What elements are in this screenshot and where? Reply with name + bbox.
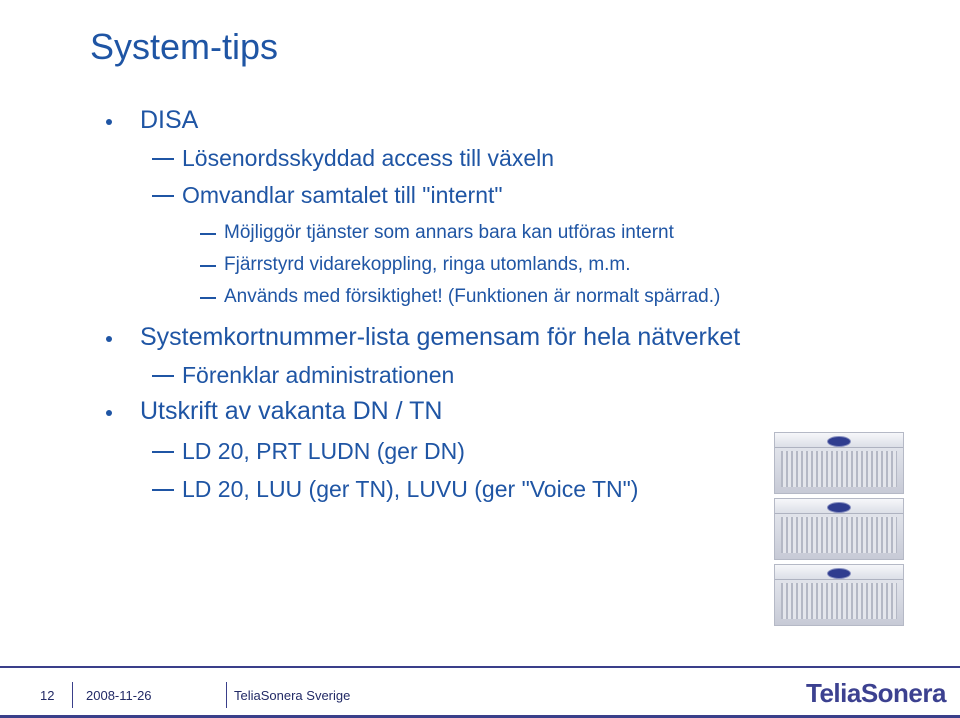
bullet-item: Lösenordsskyddad access till växeln — [182, 145, 555, 171]
server-vents — [781, 451, 897, 487]
bullet-item: Systemkortnummer-lista gemensam för hela nätverket — [140, 323, 741, 351]
server-badge-icon — [827, 502, 851, 513]
dash-marker — [152, 375, 174, 377]
bullet-item: Möjliggör tjänster som annars bara kan utföras internt — [224, 222, 674, 243]
bullet-item: Omvandlar samtalet till "internt" — [182, 182, 503, 208]
bullet-marker — [106, 119, 112, 125]
server-badge-icon — [827, 568, 851, 579]
footer-company: TeliaSonera Sverige — [234, 688, 351, 703]
server-unit — [774, 432, 904, 494]
footer-separator — [226, 682, 227, 708]
bullet-item: Fjärrstyrd vidarekoppling, ringa utomlands, m.m. — [224, 254, 631, 275]
dash-marker — [200, 297, 216, 299]
bullet-item: LD 20, LUU (ger TN), LUVU (ger "Voice TN") — [182, 476, 639, 502]
server-unit — [774, 498, 904, 560]
server-badge-icon — [827, 436, 851, 447]
dash-marker — [152, 195, 174, 197]
dash-marker — [152, 158, 174, 160]
slide-footer — [0, 666, 960, 718]
dash-marker — [200, 233, 216, 235]
server-vents — [781, 583, 897, 619]
server-rack-icon — [774, 432, 904, 628]
page-number: 12 — [40, 688, 55, 703]
bullet-marker — [106, 336, 112, 342]
dash-marker — [152, 489, 174, 491]
bullet-item: Används med försiktighet! (Funktionen är normalt spärrad.) — [224, 286, 721, 307]
server-vents — [781, 517, 897, 553]
bullet-marker — [106, 410, 112, 416]
bullet-item: LD 20, PRT LUDN (ger DN) — [182, 438, 465, 464]
bullet-item: DISA — [140, 106, 199, 134]
dash-marker — [200, 265, 216, 267]
bullet-item: Förenklar administrationen — [182, 362, 455, 388]
server-unit — [774, 564, 904, 626]
footer-date: 2008-11-26 — [86, 688, 152, 703]
telia-sonera-logo: TeliaSonera — [806, 678, 946, 708]
bullet-item: Utskrift av vakanta DN / TN — [140, 397, 443, 425]
slide-title: System-tips — [90, 26, 279, 67]
dash-marker — [152, 451, 174, 453]
footer-separator — [72, 682, 73, 708]
